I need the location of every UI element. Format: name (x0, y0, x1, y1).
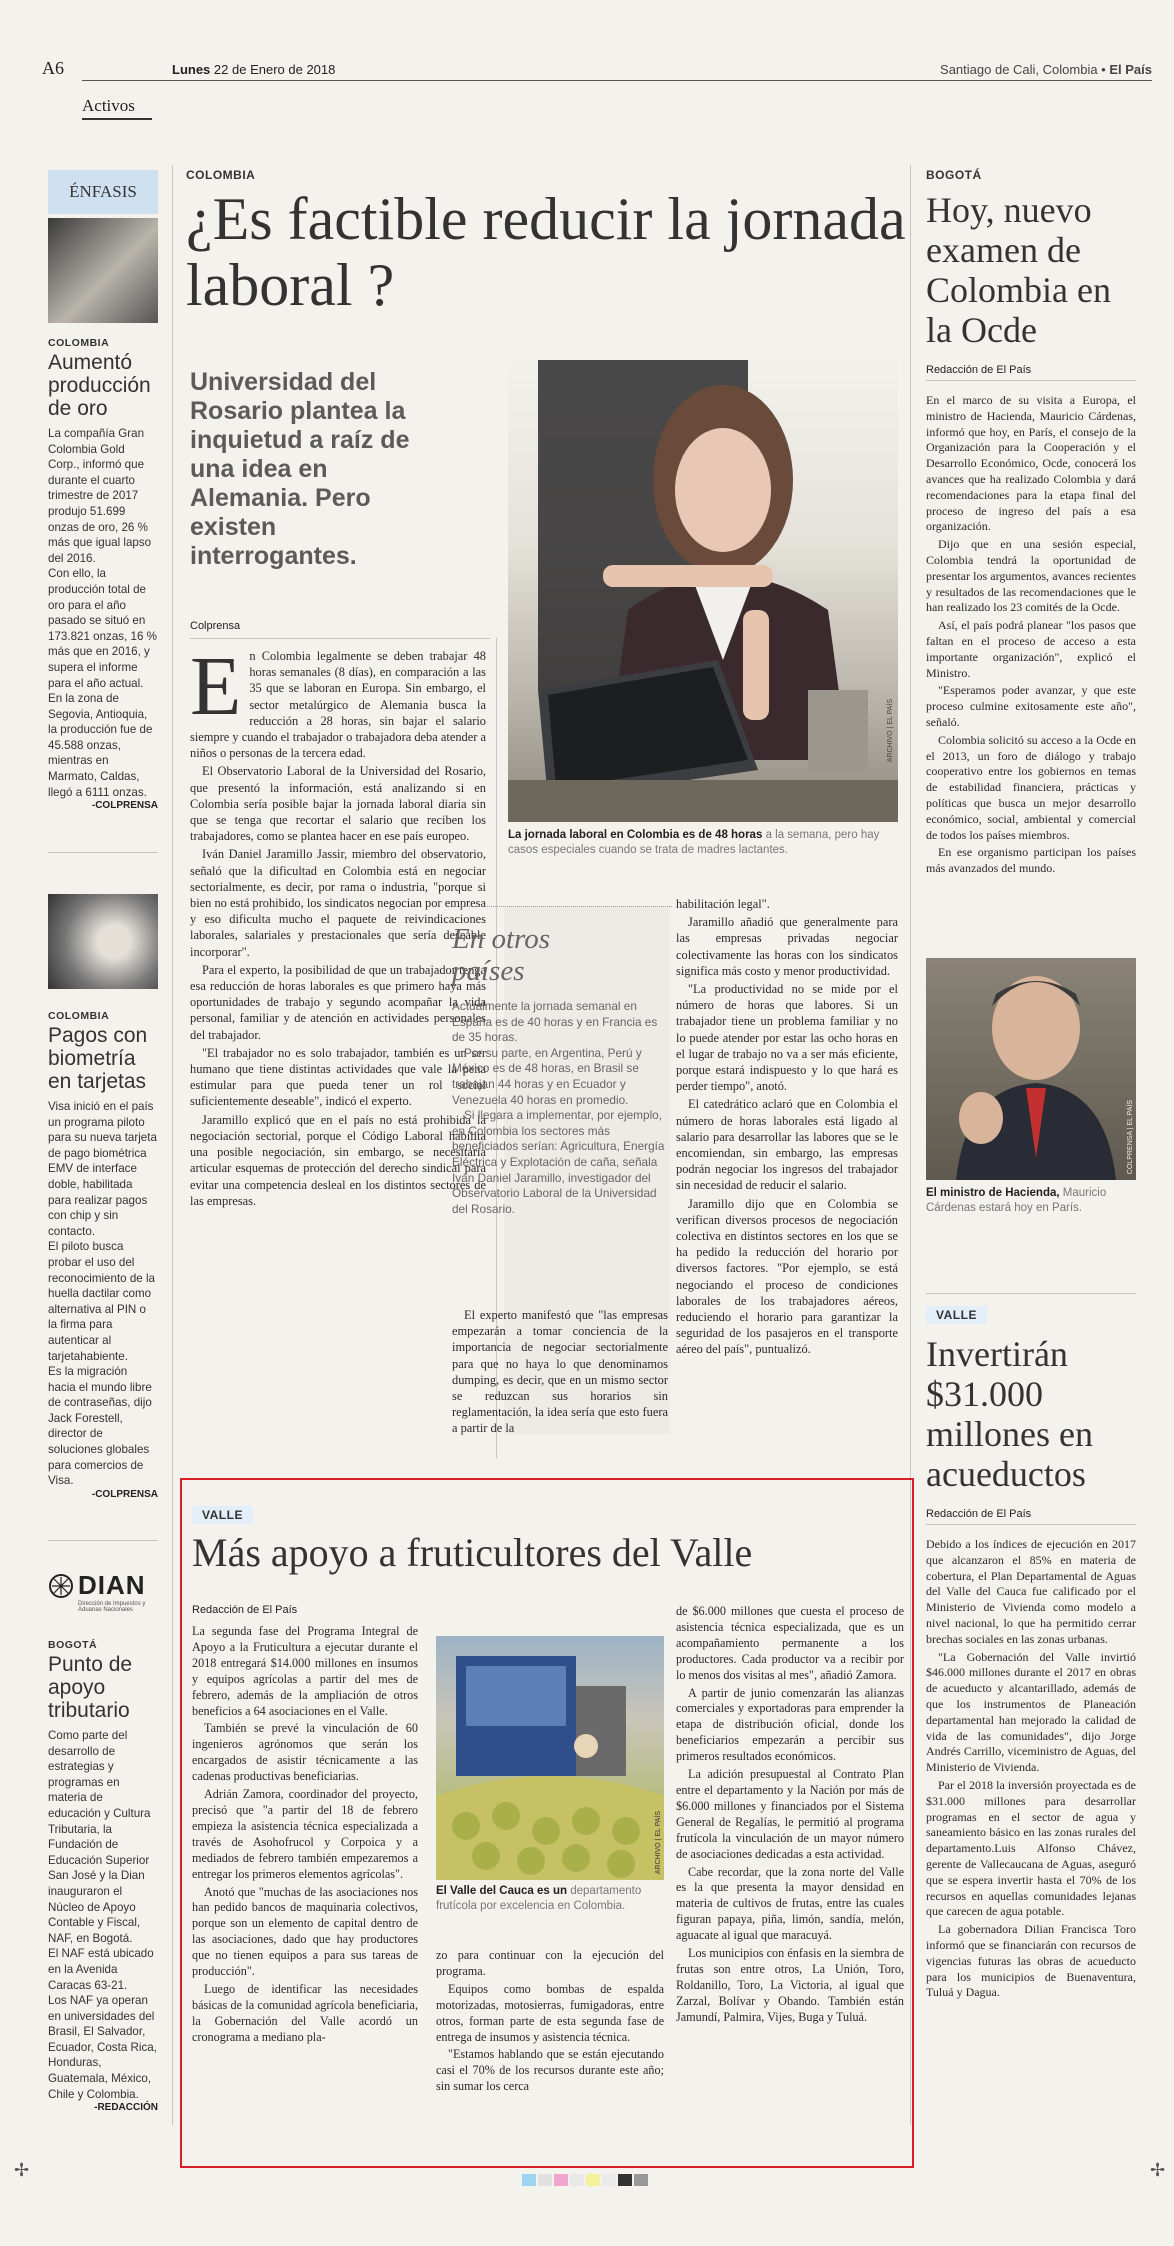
ocde-headline: Hoy, nuevo examen de Colombia en la Ocde (926, 190, 1111, 350)
article-title: Aumentó producción de oro (48, 351, 151, 420)
swatch (570, 2174, 584, 2186)
fruit-truck-photo (436, 1636, 664, 1880)
kicker: BOGOTÁ (48, 1639, 98, 1651)
swatch (554, 2174, 568, 2186)
column-rule (172, 165, 173, 2125)
main-article (186, 168, 906, 1478)
enfasis-sidebar (48, 170, 158, 2120)
photo-credit: ARCHIVO | EL PAÍS (887, 698, 894, 762)
article-body: La compañía Gran Colombia Gold Corp., informó que durante el cuarto trimestre de 2017 produjo 51.699 onzas de oro, 26 % más que igual lapso del 2016. Con ello, la producción total de oro para el año pasado se situó en 173.821 onzas, 16 % más que en 2016, y supera el informe para el año actual. En la zona de Segovia, Antioquia, la producción fue de 45.588 onzas, mientras en Marmato, Caldas, llegó a 6111 onzas. (48, 427, 157, 799)
kicker: COLOMBIA (48, 337, 110, 349)
dian-logo-icon (48, 1573, 74, 1599)
swatch (618, 2174, 632, 2186)
ocde-kicker: BOGOTÁ (926, 168, 982, 182)
valle-kicker: VALLE (926, 1306, 987, 1324)
main-photo (508, 360, 898, 822)
enfasis-item-biometria (48, 1010, 158, 1500)
page-date: Lunes 22 de Enero de 2018 (172, 62, 336, 77)
swatch (586, 2174, 600, 2186)
dropcap: E (190, 640, 242, 733)
article-body: Como parte del desarrollo de estrategias y programas en materia de educación y Cultura Tributaria, la Fundación de Educación Superior San José y la Dian inauguraron el Núcleo de Apoyo Contable y Fiscal, NAF, en Bogotá. El NAF está ubicado en la Avenida Caracas 63-21. Los NAF ya operan en universidades del Brasil, El Salvador, Ecuador, Costa Rica, Honduras, Guatemala, México, Chile y Colombia. (48, 1729, 157, 2101)
fruti-kicker: VALLE (192, 1506, 253, 1524)
ocde-byline: Redacción de El País (926, 364, 1136, 381)
signature: -REDACCIÓN (94, 2102, 158, 2114)
fingerprint-photo (48, 894, 158, 989)
gold-photo (48, 218, 158, 323)
minister-illustration (926, 958, 1136, 1180)
valle-article (926, 1306, 1136, 2126)
color-registration-bar (522, 2174, 648, 2186)
fruit-truck-illustration (436, 1636, 664, 1880)
fruit-photo-caption: El Valle del Cauca es un departamento frutícola por excelencia en Colombia. (436, 1885, 642, 1912)
main-col2-bottom: El experto manifestó que "las empresas empezarán a tomar conciencia de la importancia de negociar sectorialmente para que no haya lo que denominamos dumping, es decir, que en un mismo sector se reduzcan sus horarios sin reglamentación, la idea sería que esto fuera a partir de la (452, 1308, 668, 1436)
valle-body: Debido a los índices de ejecución en 2017 que alcanzaron el 85% en materia de cobertura, el Plan Departamental de Aguas del Valle del Cauca fue calificado por el Ministerio de Vivienda como modelo a nivel nacional, lo que ha permitido cerrar brechas sociales en las zonas urbanas. "La Gobernación del Valle invirtió $46.000 millones durante el 2017 en obras de acueducto y alcantarillado, además de que los instrumentos de Planeación departamental han mejorado la calidad de vida de las comunidades", dijo Jorge Andrés Carrillo, viceministro de Aguas, del Ministerio de Vivienda. Par el 2018 la inversión proyectada es de $31.000 millones para desarrollar programas en el sector de agua y saneamiento básico en las zonas rurales del departamento.Luis Alfonso Chávez, gerente de Vallecaucana de Aguas, aseguró que se espera invertir hasta el 70% de los recursos en aquellas comunidades lejanas que carecen de agua potable. La gobernadora Dilian Francisca Toro informó que se financiarán con recursos de vigencias futuras las obras de acueducto para los municipios de Buenaventura, Tuluá y Dagua. (926, 1537, 1136, 2000)
article-title: Punto de apoyo tributario (48, 1653, 133, 1722)
divider (926, 1293, 1136, 1294)
main-byline: Colprensa (190, 620, 241, 632)
valle-headline: Invertirán $31.000 millones en acueductos (926, 1334, 1093, 1494)
photo-credit: ARCHIVO | EL PAÍS (655, 1810, 662, 1874)
main-deck: Universidad del Rosario plantea la inquietud a raíz de una idea en Alemania. Pero existen interrogantes. (190, 368, 410, 570)
article-title: Pagos con biometría en tarjetas (48, 1024, 148, 1093)
swatch (634, 2174, 648, 2186)
swatch (522, 2174, 536, 2186)
page-header (42, 52, 1152, 115)
main-col1: E n Colombia legalmente se deben trabajar 48 horas semanales (8 días), en comparación a las 35 que se laboran en Europa. Sin embargo, el sector metalúrgico de Alemania busca la reducción a 28 horas, sin bajar el salario siempre y cuando el trabajador o trabajadora deba atender a niños o personas de la tercera edad. El Observatorio Laboral de la Universidad del Rosario, que presentó la información, está analizando si en Colombia sería posible bajar la jornada laboral diaria sin que se tenga que recortar el salario que reciben los trabajadores, como se plantea hacer en ese país europeo. Iván Daniel Jaramillo Jassir, miembro del observatorio, señaló que la dificultad en Colombia está en negociar sectorialmente, es decir, por rama o industria, "porque si bien no está prohibido, los sindicatos negocian por empresa y eso dificulta mucho el paquete de reivindicaciones laborales, salariales y prestacionales que sería deseable incorporar". Para el experto, la posibilidad de que un trabajador tenga esa reducción de horas laborales es que primero haya más oportunidades de trabajo y segundo acompañar la vida personal, familiar y de atención en actividades personales del trabajador. "El trabajador no es solo trabajador, también es un ser humano que tiene distintas actividades que vale la pena estimular para que pueda tener un rol social suficientemente deseable", indicó el experto. Jaramillo explicó que en el país no está prohibida la negociación sectorial, porque el Código Laboral habilita una posible negociación, sin embargo, se necesitaría articular esquemas de protección del derecho sindical para evitar una competencia desleal en los distintos sectores de las empresas. (190, 640, 486, 1208)
section-name: Activos (82, 96, 135, 115)
valle-byline: Redacción de El País (926, 1508, 1136, 1525)
enfasis-item-gold (48, 337, 158, 811)
fruti-headline: Más apoyo a fruticultores del Valle (192, 1530, 753, 1575)
fruti-col3: de $6.000 millones que cuesta el proceso de asistencia técnica especializada, que es un acompañamiento permanente a los productores. Cada productor va a recibir por lo menos dos visitas al mes", añadió Zamora. A partir de junio comenzarán las alianzas comerciales y exportadoras para emprender la etapa de distribución oficial, donde los beneficiarios empezarán a percibir sus primeros resultados económicos. La adición presupuestal al Contrato Plan entre el departamento y la Nación por más de $6.000 millones y financiados por el Sistema General de Regalías, le permitió al programa frutícola la vinculación de un mayor número de asociaciones dedicadas a esta actividad. Cabe recordar, que la zona norte del Valle es la que presenta la mayor densidad en materia de cultivos de frutas, entre las cuales figuran papaya, piña, limón, sandía, melón, aguacate al igual que maracuyá. Los municipios con énfasis en la siembra de frutas son entre otros, La Unión, Toro, Roldanillo, Toro, La Victoria, al igual que Zarzal, Bolívar y Obando. También están Jamundí, Palmira, Vijes, Buga y Tuluá. (676, 1604, 904, 2024)
woman-at-desk-illustration (508, 360, 898, 822)
enfasis-label: ÉNFASIS (48, 170, 158, 214)
registration-mark-left: ✢ (14, 2160, 30, 2180)
header-rule (82, 80, 1152, 81)
registration-mark-right: ✢ (1150, 2160, 1166, 2180)
main-col3: habilitación legal". Jaramillo añadió que generalmente para las empresas privadas negociar colectivamente las horas con los sindicatos significa más costo y menor productividad. "La productividad no se mide por el número de horas que labores. Si un trabajador tiene un problema familiar y no lo puede atender por estar las ocho horas en el lugar de trabajo no va a ser más eficiente, porque estará indispuesto y lo que hará es perder tiempo", anotó. El catedrático aclaró que en Colombia el número de horas laborales está ligado al salario para desarrollar las labores que se le encomiendan, sin embargo, las empresas podrán negociar los ingresos del trabajador sin necesidad de reducir el salario. Jaramillo dijo que en Colombia se verifican diversos procesos de negociación colectiva en distintos sectores en los que se ha pedido la reducción del horario por diversos factores. "Por ejemplo, se está negociando el proceso de condiciones laborales de los trabajadores aéreos, reduciendo el horario para garantizar la seguridad de los pasajeros en el transporte aéreo del país", puntualizó. (676, 897, 898, 1357)
signature: -COLPRENSA (91, 800, 158, 812)
byline-rule (190, 638, 490, 639)
divider (48, 1540, 158, 1541)
other-countries-box-content (452, 906, 672, 1437)
box-title: En otros países (452, 923, 551, 987)
swatch (602, 2174, 616, 2186)
fruti-byline: Redacción de El País (192, 1604, 298, 1616)
page-location: Santiago de Cali, Colombia • El País (940, 62, 1152, 77)
enfasis-item-dian (48, 1570, 158, 2113)
main-kicker: COLOMBIA (186, 168, 256, 182)
main-photo-caption: La jornada laboral en Colombia es de 48 horas a la semana, pero hay casos especiales cuando se trata de madres lactantes. (508, 829, 880, 856)
dian-logo: DIAN (48, 1570, 158, 1601)
section-rule (82, 118, 152, 120)
minister-caption: El ministro de Hacienda, Mauricio Cárdenas estará hoy en París. (926, 1187, 1107, 1214)
minister-photo (926, 958, 1136, 1180)
fruti-col1: La segunda fase del Programa Integral de Apoyo a la Fruticultura a ejecutar durante el 2018 entregará $14.000 millones en insumos y equipos agrícolas a partir del mes de febrero, además de la ampliación de otros beneficios a 64 asociaciones en el Valle. También se prevé la vinculación de 60 ingenieros agrónomos que serán los encargados de asistir técnicamente a las cadenas productivas beneficiarias. Adrián Zamora, coordinador del proyecto, precisó que "a partir del 18 de febrero empieza la asistencia técnica especializada a través de Asohofrucol y Corpoica y a mediados de febrero también empezaremos a entregar los primeros elementos agrícolas". Anotó que "muchas de las asociaciones nos han pedido bancos de maquinaria colectivos, porque son un elemento de capital dentro de las asociaciones, dado que hay productores que no tienen equipos a para sus tareas de producción". Luego de identificar las necesidades básicas de la comunidad agrícola beneficiaria, la Gobernación del Valle acordó un cronograma a mediano pla- (192, 1624, 418, 2044)
article-body: Visa inició en el país un programa piloto para su nueva tarjeta de pago biométrica EMV de interface doble, habilitada para realizar pagos con chip y sin contacto. El piloto busca probar el uso del reconocimiento de la huella dactilar como alternativa al PIN o la firma para autenticar al tarjetahabiente. Es la migración hacia el mundo libre de contraseñas, dijo Jack Forestell, director de soluciones globales para comercios de Visa. (48, 1100, 157, 1488)
swatch (538, 2174, 552, 2186)
fruticultores-article (180, 1478, 914, 2168)
photo-credit: COLPRENSA | EL PAÍS (1127, 1099, 1134, 1174)
ocde-article (926, 168, 1136, 1298)
divider (48, 852, 158, 853)
fruti-col2: zo para continuar con la ejecución del programa. Equipos como bombas de espalda motorizadas, motosierras, fumigadoras, entre otros, forman parte de esta segunda fase de entrega de insumos y asistencia técnica. "Estamos hablando que se están ejecutando casi el 70% de los recursos durante este año; sin sumar los cerca (436, 1948, 664, 2094)
page-number: A6 (42, 58, 64, 78)
main-headline: ¿Es factible reducir la jornada laboral ? (186, 186, 906, 318)
signature: -COLPRENSA (91, 1488, 158, 1500)
box-body: Actualmente la jornada semanal en España es de 40 horas y en Francia es de 35 horas. Por su parte, en Argentina, Perú y México es de 48 horas, en Brasil se trabajan 44 horas y en Ecuador y Venezuela 40 horas en promedio. Si llegara a implementar, por ejemplo, en Colombia los sectores más beneficiados serían: Agricultura, Energía Eléctrica y Explotación de caña, señala Iván Daniel Jaramillo, investigador del Observatorio Laboral de la Universidad del Rosario. (452, 999, 665, 1216)
dian-logo-subtitle: Dirección de Impuestos y Aduanas Nacionales (78, 1601, 146, 1613)
ocde-body: En el marco de su visita a Europa, el ministro de Hacienda, Mauricio Cárdenas, informó que hoy, en París, el consejo de la Organización para la Cooperación y el Desarrollo Económico, Ocde, conocerá los avances que ha realizado Colombia y dará recomendaciones para la etapa final del proceso de ingreso del país a esa organización. Dijo que en una sesión especial, Colombia tendrá la oportunidad de presentar los argumentos, avances recientes y resultados de las recomendaciones que le han realizado los 23 comités de la Ocde. Así, el país podrá planear "los pasos que faltan en el proceso de acceso a esta importante organización", explicó el Ministro. "Esperamos poder avanzar, y que este proceso culmine exitosamente este año", señaló. Colombia solicitó su acceso a la Ocde en el 2013, un foro de diálogo y trabajo cooperativo entre los gobiernos en temas de estabilidad financiera, prácticas y políticas que busca un mejor desarrollo económico, social, ambiental y comercial de todos los países miembros. En ese organismo participan los países más avanzados del mundo. (926, 393, 1136, 876)
kicker: COLOMBIA (48, 1010, 110, 1022)
